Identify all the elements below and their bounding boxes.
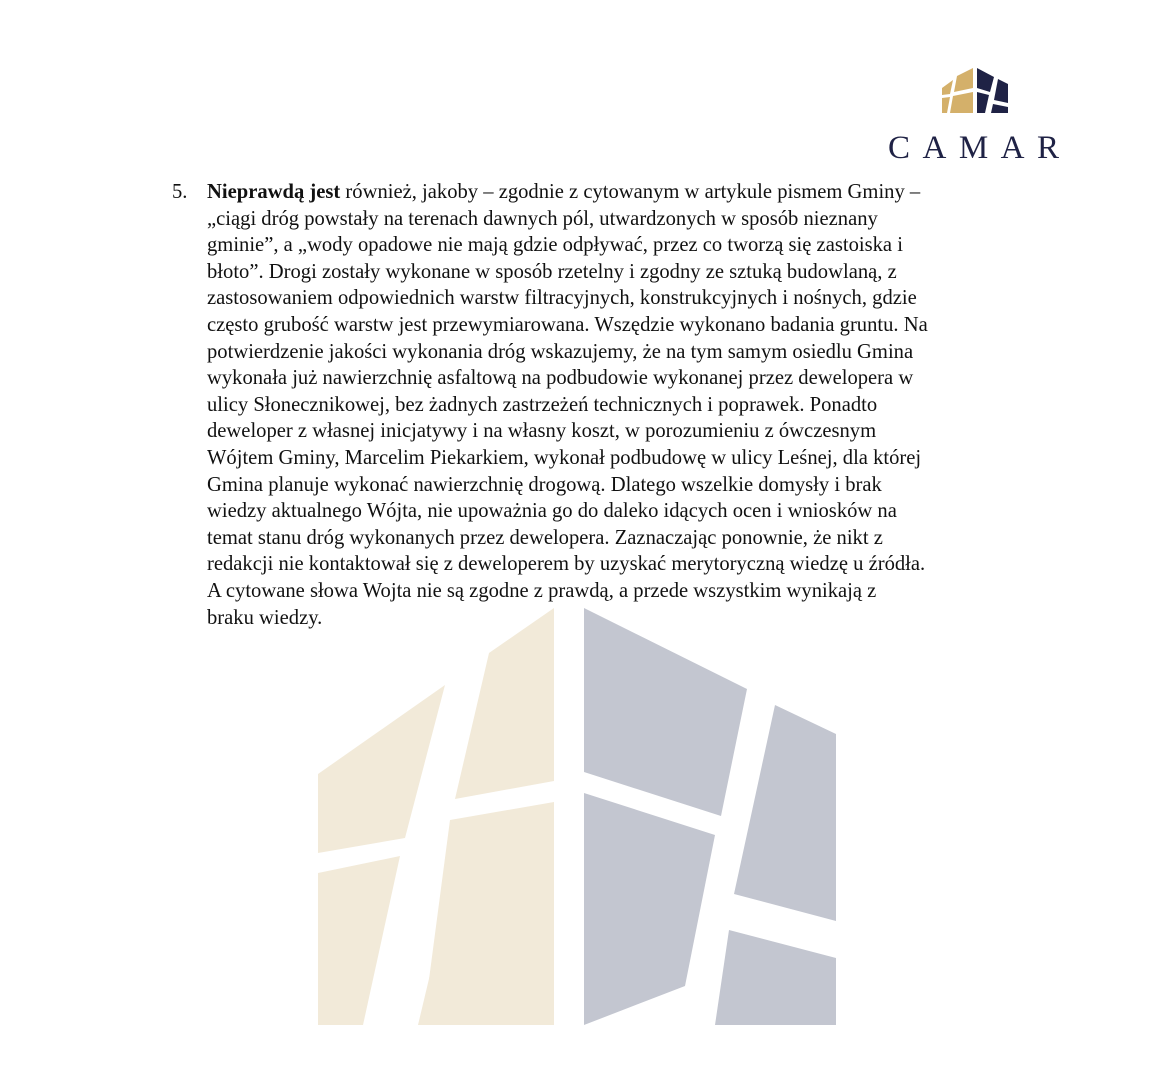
building-watermark-icon — [318, 608, 836, 1025]
paragraph-line: deweloper z własnej inicjatywy i na własny koszt, w porozumieniu z ówczesnym — [207, 420, 877, 443]
paragraph-line: redakcji nie kontaktował się z deweloperem by uzyskać merytoryczną wiedzę u źródła. — [207, 553, 926, 576]
paragraph-line: braku wiedzy. — [207, 606, 323, 629]
logo-wordmark: CAMAR — [888, 130, 1072, 166]
paragraph-line: błoto”. Drogi zostały wykonane w sposób rzetelny i zgodny ze sztuką budowlaną, z — [207, 260, 897, 283]
watermark-navy-half — [584, 608, 836, 1025]
paragraph-line: potwierdzenie jakości wykonania dróg wskazujemy, że na tym samym osiedlu Gmina — [207, 340, 914, 363]
watermark-gold-half — [318, 608, 554, 1025]
paragraph-line: „ciągi dróg powstały na terenach dawnych pól, utwardzonych w sposób nieznany — [207, 207, 878, 230]
camar-building-icon — [942, 68, 1014, 120]
paragraph-line: Nieprawdą jest również, jakoby – zgodnie z cytowanym w artykule pismem Gminy – — [207, 181, 921, 203]
document-body — [172, 179, 1032, 631]
numbered-paragraph — [172, 179, 1032, 631]
paragraph-line: temat stanu dróg wykonanych przez dewelopera. Zaznaczając ponownie, że nikt z — [207, 526, 883, 549]
paragraph-line: zastosowaniem odpowiednich warstw filtracyjnych, konstrukcyjnych i nośnych, gdzie — [207, 287, 917, 310]
paragraph-line: Gmina planuje wykonać nawierzchnię drogową. Dlatego wszelkie domysły i brak — [207, 473, 882, 496]
camar-logo — [888, 68, 1072, 168]
paragraph-line: wykonała już nawierzchnię asfaltową na podbudowie wykonanej przez dewelopera w — [207, 367, 914, 390]
bold-lead: Nieprawdą jest — [207, 181, 341, 203]
paragraph-line: gminie”, a „wody opadowe nie mają gdzie odpływać, przez co tworzą się zastoiska i — [207, 234, 903, 257]
paragraph-line: ulicy Słonecznikowej, bez żadnych zastrzeżeń technicznych i poprawek. Ponadto — [207, 393, 878, 416]
paragraph-line: Wójtem Gminy, Marcelim Piekarkiem, wykonał podbudowę w ulicy Leśnej, dla której — [207, 446, 922, 469]
paragraph-line: A cytowane słowa Wojta nie są zgodne z prawdą, a przede wszystkim wynikają z — [207, 579, 877, 602]
paragraph-line: często grubość warstw jest przewymiarowana. Wszędzie wykonano badania gruntu. Na — [207, 313, 928, 336]
item-number: 5. — [172, 181, 188, 203]
paragraph-line: wiedzy aktualnego Wójta, nie upoważnia go do daleko idących ocen i wniosków na — [207, 500, 897, 523]
